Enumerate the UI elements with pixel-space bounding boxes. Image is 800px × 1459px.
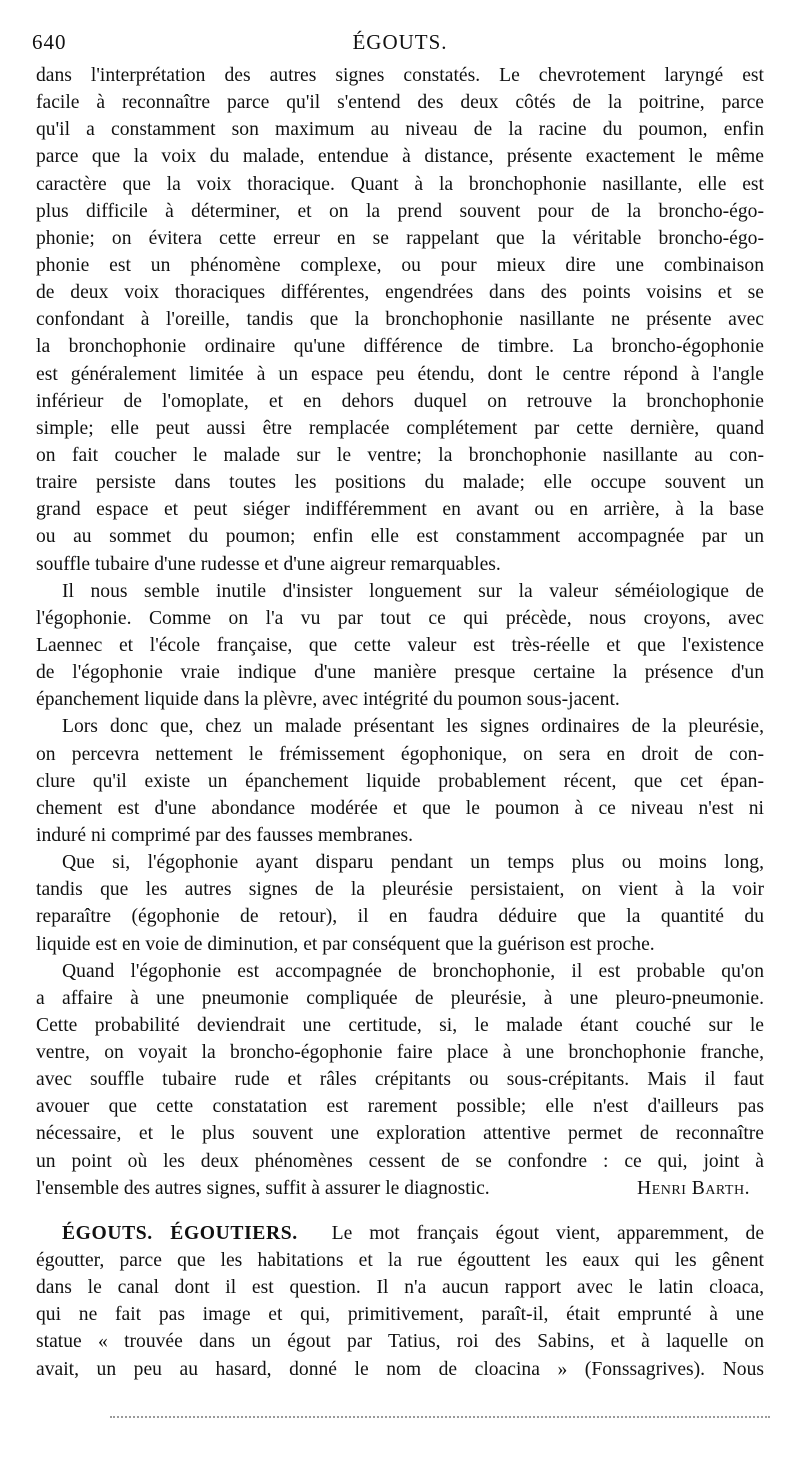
entry-first-line [36, 1220, 764, 1247]
running-title: ÉGOUTS. [352, 30, 448, 54]
text-line: ventre, on voyait la broncho-égophonie faire place à une bronchophonie franche, [36, 1042, 764, 1064]
text-line: qu'il a constamment son maximum au niveau de la racine du poumon, enfin [36, 119, 764, 141]
text-line: liquide est en voie de diminution, et par conséquent que la guérison est proche. [36, 933, 655, 955]
text-line: la bronchophonie ordinaire qu'une différence de timbre. La broncho-égophonie [36, 336, 764, 358]
page-number: 640 [32, 30, 67, 54]
text-line: induré ni comprimé par des fausses membranes. [36, 824, 414, 846]
text-line: souffle tubaire d'une rudesse et d'une aigreur remarquables. [36, 553, 501, 575]
text-line: tandis que les autres signes de la pleurésie persistaient, on vient à la voir [36, 879, 764, 901]
text-line: chement est d'une abondance modérée et que le poumon à ce niveau n'est ni [36, 797, 764, 819]
text-line: on percevra nettement le frémissement égophonique, on sera en droit de con- [36, 743, 764, 765]
text-line: dans le canal dont il est question. Il n'a aucun rapport avec le latin cloaca, [36, 1277, 764, 1299]
text-line: statue « trouvée dans un égout par Tatius, roi des Sabins, et à laquelle on [36, 1331, 764, 1353]
text-line: épanchement liquide dans la plèvre, avec intégrité du poumon sous-jacent. [36, 689, 620, 711]
text-line: l'égophonie. Comme on l'a vu par tout ce qui précède, nous croyons, avec [36, 607, 764, 629]
main-text [36, 62, 764, 1383]
text-line: on fait coucher le malade sur le ventre; la bronchophonie nasillante au con- [36, 444, 764, 466]
text-line: de deux voix thoraciques différentes, engendrées dans des points voisins et se [36, 282, 764, 304]
text-line: qui ne fait pas image et qui, primitivement, paraît-il, était emprunté à une [36, 1304, 764, 1326]
entry-headword: ÉGOUTS. ÉGOUTIERS. [62, 1222, 298, 1244]
text-line: phonie est un phénomène complexe, ou pour mieux dire une combinaison [36, 254, 764, 276]
paragraph-5 [36, 958, 764, 1202]
paragraph-4 [36, 849, 764, 958]
text-line: un point où les deux phénomènes cessent de se confondre : ce qui, joint à [36, 1150, 764, 1172]
text-line: avait, un peu au hasard, donné le nom de cloacina » (Fonssagrives). Nous [36, 1358, 764, 1380]
text-line: l'ensemble des autres signes, suffit à assurer le diagnostic. [36, 1177, 490, 1199]
text-line: simple; elle peut aussi être remplacée complétement par cette dernière, quand [36, 417, 764, 439]
text-line: reparaître (égophonie de retour), il en faudra déduire que la quantité du [36, 906, 764, 928]
author-signature: Henri Barth. [637, 1177, 750, 1199]
text-line: confondant à l'oreille, tandis que la bronchophonie nasillante ne présente avec [36, 309, 764, 331]
text-line: ou au sommet du poumon; enfin elle est constamment accompagnée par un [36, 526, 764, 548]
text-line: caractère que la voix thoracique. Quant à la bronchophonie nasillante, elle est [36, 173, 764, 195]
text-line: traire persiste dans toutes les positions du malade; elle occupe souvent un [36, 472, 764, 494]
paragraph-2 [36, 578, 764, 714]
text-line: clure qu'il existe un épanchement liquide probablement récent, que cet épan- [36, 770, 764, 792]
signature-line [36, 1175, 764, 1202]
entry-first-line-text: Le mot français égout vient, apparemment, de [331, 1222, 764, 1244]
text-line: grand espace et peut siéger indifféremment en avant ou en arrière, à la base [36, 499, 764, 521]
text-line: Il nous semble inutile d'insister longuement sur la valeur séméiologique de [62, 580, 764, 602]
text-line: est généralement limitée à un espace peu étendu, dont le centre répond à l'angle [36, 363, 764, 385]
running-header [28, 30, 772, 54]
text-line: avouer que cette constatation est rarement possible; elle n'est d'ailleurs pas [36, 1096, 764, 1118]
text-line: Lors donc que, chez un malade présentant les signes ordinaires de la pleurésie, [62, 716, 764, 738]
section-gap [36, 1202, 764, 1220]
text-line: Laennec et l'école française, que cette valeur est très-réelle et que l'existence [36, 634, 764, 656]
footer-dotted-rule [110, 1416, 770, 1424]
text-line: parce que la voix du malade, entendue à distance, présente exactement le même [36, 146, 764, 168]
text-line: avec souffle tubaire rude et râles crépitants ou sous-crépitants. Mais il faut [36, 1069, 764, 1091]
text-line: Que si, l'égophonie ayant disparu pendant un temps plus ou moins long, [62, 852, 764, 874]
text-line: inférieur de l'omoplate, et en dehors duquel on retrouve la bronchophonie [36, 390, 764, 412]
text-line: de l'égophonie vraie indique d'une manière presque certaine la présence d'un [36, 662, 764, 684]
text-line: Quand l'égophonie est accompagnée de bronchophonie, il est probable qu'on [62, 960, 764, 982]
paragraph-3 [36, 713, 764, 849]
text-line: a affaire à une pneumonie compliquée de pleurésie, à une pleuro-pneumonie. [36, 987, 764, 1009]
text-line: plus difficile à déterminer, et on la prend souvent pour de la broncho-égo- [36, 200, 764, 222]
text-line: nécessaire, et le plus souvent une exploration attentive permet de reconnaître [36, 1123, 764, 1145]
text-line: égoutter, parce que les habitations et la rue égouttent les eaux qui les gênent [36, 1250, 764, 1272]
text-line: Cette probabilité deviendrait une certitude, si, le malade étant couché sur le [36, 1014, 764, 1036]
text-line: phonie; on évitera cette erreur en se rappelant que la véritable broncho-égo- [36, 227, 764, 249]
text-line: dans l'interprétation des autres signes constatés. Le chevrotement laryngé est [36, 65, 764, 86]
text-line: facile à reconnaître parce qu'il s'entend des deux côtés de la poitrine, parce [36, 92, 764, 114]
entry-egouts [36, 1220, 764, 1383]
paragraph-1 [36, 62, 764, 578]
